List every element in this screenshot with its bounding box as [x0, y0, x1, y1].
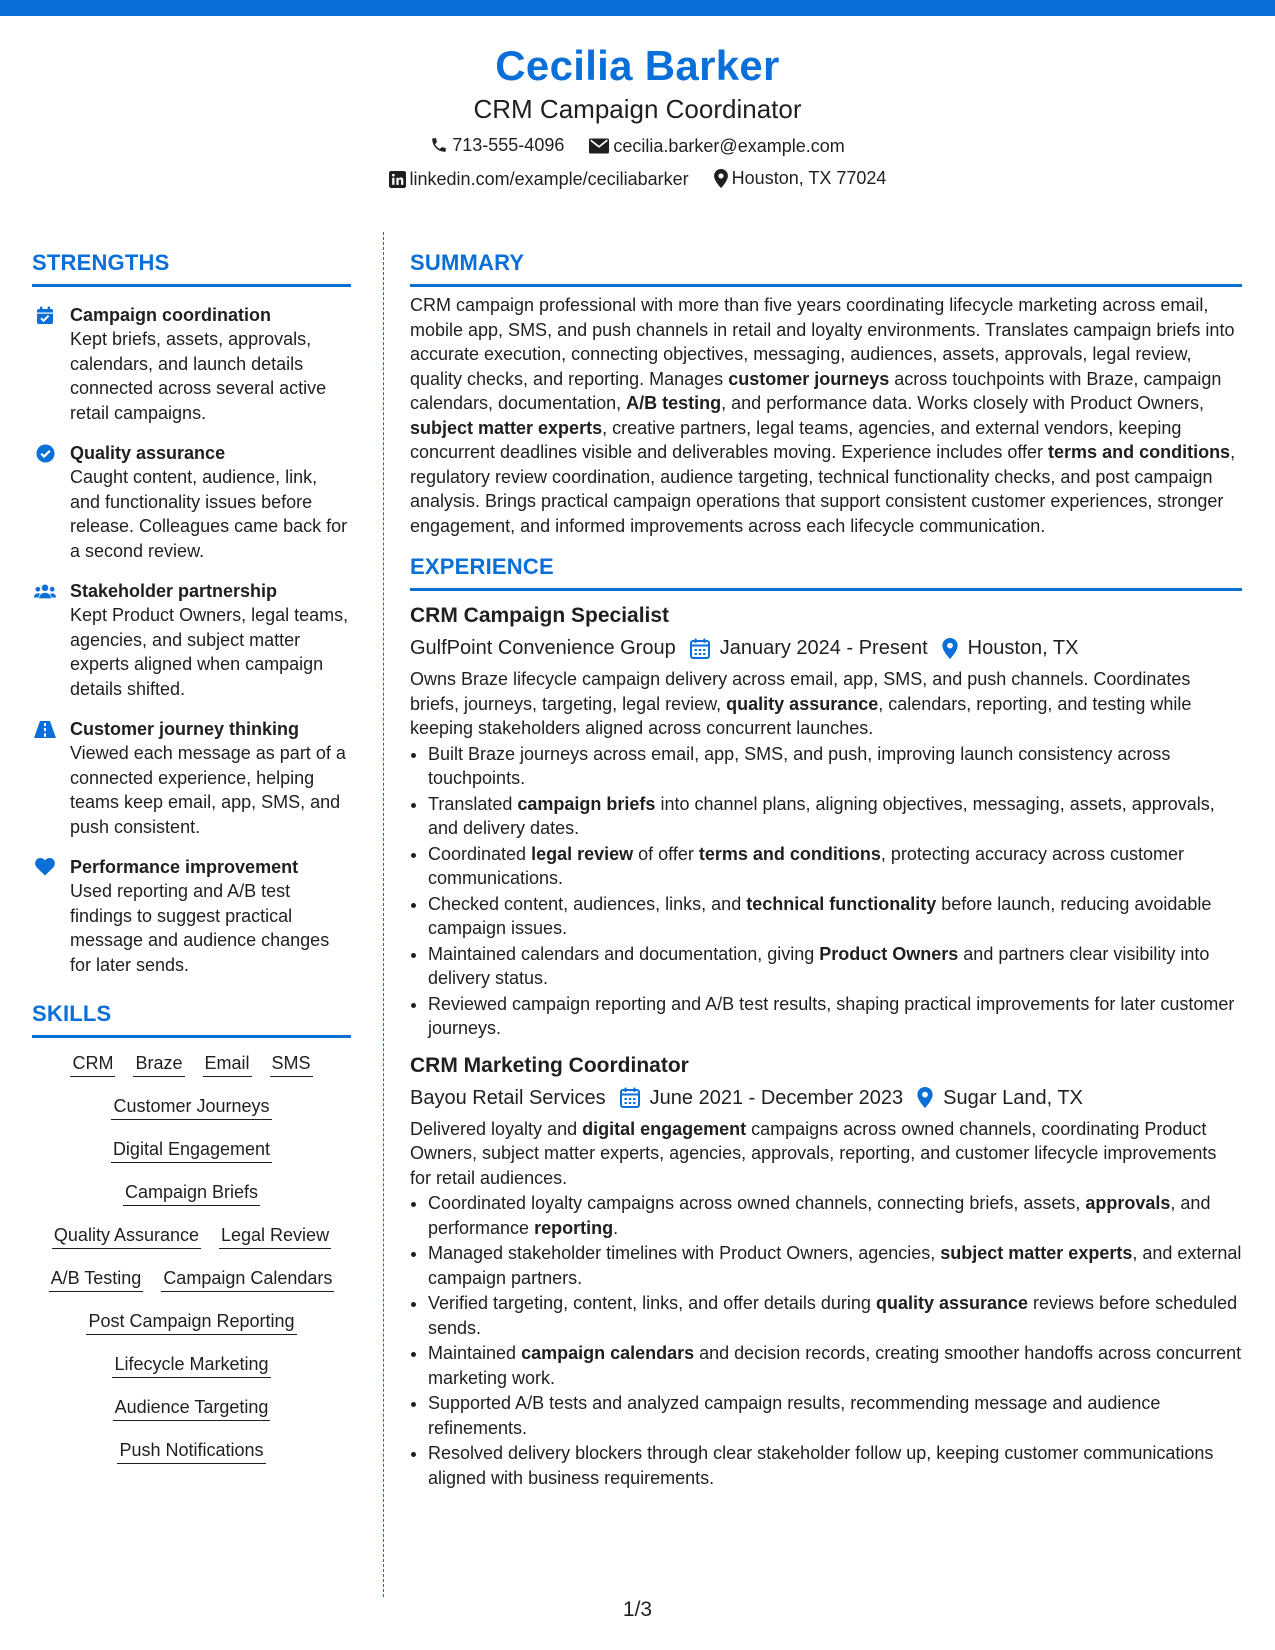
strength-item — [32, 855, 351, 977]
skill-row — [32, 1394, 351, 1421]
skill-row — [32, 1308, 351, 1335]
check-circle-icon — [34, 442, 56, 464]
dates-text: January 2024 - Present — [719, 637, 928, 659]
strength-item — [32, 441, 351, 563]
phone-item — [430, 130, 564, 160]
linkedin-icon — [389, 171, 406, 188]
text-run: Maintained calendars and documentation, giving — [428, 943, 820, 964]
text-run: Supported A/B tests and analyzed campaign results, recommending message and audience refinements. — [428, 1393, 1161, 1438]
bullet-item — [428, 842, 1242, 891]
text-run: of offer — [633, 843, 699, 864]
strength-desc: Kept Product Owners, legal teams, agencies, and subject matter experts aligned when campaign details shifted. — [70, 605, 349, 699]
job-entry — [410, 1051, 1242, 1491]
map-pin-icon — [917, 1087, 943, 1108]
skill-tag: Braze — [133, 1050, 184, 1077]
text-run: campaigns across owned channels, coordinating Product Owners, subject matter experts, agencies, approvals, reporting, and customer lifecycle improvements for retail audiences. — [410, 1118, 1217, 1188]
bold-keyword: campaign briefs — [517, 793, 656, 814]
text-run: Checked content, audiences, links, and — [428, 893, 747, 914]
linkedin-item — [389, 164, 689, 194]
text-run: Reviewed campaign reporting and A/B test results, shaping practical improvements for later customer journeys. — [428, 993, 1235, 1038]
job-title: CRM Campaign Specialist — [410, 604, 670, 627]
skill-row — [32, 1093, 351, 1120]
bold-keyword: subject matter experts — [940, 1243, 1133, 1263]
text-run: , protecting accuracy across customer communications. — [428, 843, 1185, 888]
column-divider — [383, 232, 384, 1597]
section-divider — [410, 588, 1242, 591]
bold-keyword: customer journeys — [728, 368, 890, 389]
linkedin-text[interactable]: linkedin.com/example/ceciliabarker — [409, 169, 689, 189]
section-divider — [32, 1035, 351, 1038]
text-run: Maintained — [428, 1343, 522, 1363]
strength-desc: Used reporting and A/B test findings to suggest practical message and audience changes for later sends. — [70, 881, 330, 975]
text-run: , and external campaign partners. — [428, 1243, 1242, 1288]
location-text: Houston, TX — [967, 637, 1079, 659]
skill-tag: Email — [203, 1050, 252, 1077]
users-icon — [34, 580, 56, 602]
text-run: Managed stakeholder timelines with Product Owners, agencies, — [428, 1243, 941, 1263]
strength-title: Stakeholder partnership — [70, 581, 278, 601]
main-content — [410, 248, 1242, 1490]
strength-desc: Kept briefs, assets, approvals, calendars, and launch details connected across several active retail campaigns. — [70, 329, 327, 423]
text-run: , creative partners, legal teams, agencies, and external vendors, keeping concurrent deadlines visible and deliverables moving. Experience includes offer — [410, 417, 1182, 462]
strength-item — [32, 303, 351, 425]
text-run: and partners clear visibility into delivery status. — [428, 943, 1210, 988]
skill-tag: A/B Testing — [49, 1265, 144, 1292]
text-run: Built Braze journeys across email, app, SMS, and push, improving launch consistency across touchpoints. — [428, 743, 1171, 788]
experience-heading: EXPERIENCE — [410, 554, 554, 579]
text-run: CRM campaign professional with more than five years coordinating lifecycle marketing across email, mobile app, SMS, and push channels in retail and loyalty environments. Translates campaign briefs into accurate execution, connecting objectives, messaging, audiences, assets, approvals, legal review, quality checks, and reporting. Manages — [410, 295, 1235, 389]
bold-keyword: subject matter experts — [410, 417, 603, 438]
job-bullets — [410, 1191, 1242, 1490]
bullet-item — [428, 992, 1242, 1041]
text-run: , calendars, reporting, and testing while keeping stakeholders aligned across concurrent launches. — [410, 693, 1192, 738]
experience-list — [410, 601, 1242, 1490]
candidate-title: CRM Campaign Coordinator — [473, 94, 802, 124]
bullet-item — [428, 1241, 1242, 1290]
text-run: Coordinated loyalty campaigns across owned channels, connecting briefs, assets, — [428, 1193, 1086, 1213]
text-run: Delivered loyalty and — [410, 1118, 583, 1139]
text-run: before launch, reducing avoidable campaign issues. — [428, 893, 1212, 938]
bullet-item — [428, 1391, 1242, 1440]
summary-heading: SUMMARY — [410, 250, 525, 275]
strength-item — [32, 579, 351, 701]
location-item — [714, 163, 887, 193]
skill-tag: Post Campaign Reporting — [86, 1308, 296, 1335]
email-item — [589, 131, 844, 161]
skill-tag: Customer Journeys — [111, 1093, 271, 1120]
bullet-item — [428, 1291, 1242, 1340]
bold-keyword: Product Owners — [819, 943, 959, 964]
strengths-heading: STRENGTHS — [32, 250, 170, 275]
contact-row-2 — [0, 163, 1275, 197]
bold-keyword: legal review — [531, 843, 634, 864]
strength-title: Quality assurance — [70, 443, 226, 463]
strength-title: Performance improvement — [70, 857, 299, 877]
bullet-item — [428, 742, 1242, 791]
phone-text[interactable]: 713-555-4096 — [452, 135, 565, 155]
job-dates — [620, 1083, 904, 1113]
bold-keyword: reporting — [534, 1217, 614, 1238]
bold-keyword: terms and conditions — [698, 843, 881, 864]
bold-keyword: quality assurance — [875, 1293, 1029, 1313]
text-run: , and performance — [428, 1193, 1211, 1238]
job-bullets — [410, 742, 1242, 1041]
calendar-icon — [690, 638, 720, 659]
text-run: , and performance data. Works closely with Product Owners, — [721, 393, 1205, 413]
bold-keyword: approvals — [1085, 1193, 1171, 1213]
job-entry — [410, 601, 1242, 1041]
skill-row — [32, 1265, 351, 1292]
bold-keyword: quality assurance — [726, 693, 879, 714]
phone-icon — [430, 136, 448, 154]
skill-tag: Legal Review — [219, 1222, 331, 1249]
bullet-item — [428, 942, 1242, 991]
resume-header — [0, 40, 1275, 197]
company-name: Bayou Retail Services — [410, 1086, 606, 1109]
text-run: across touchpoints with Braze, campaign calendars, documentation, — [410, 368, 1222, 413]
skill-tag: Lifecycle Marketing — [112, 1351, 270, 1378]
section-divider — [32, 284, 351, 287]
skill-tag: Push Notifications — [117, 1437, 265, 1464]
job-dates — [690, 633, 928, 663]
job-meta — [410, 633, 1242, 663]
skill-row — [32, 1050, 351, 1077]
calendar-icon — [620, 1087, 650, 1108]
skill-row — [32, 1222, 351, 1249]
job-description — [410, 667, 1242, 741]
text-run: reviews before scheduled sends. — [428, 1293, 1238, 1338]
skill-tag: Audience Targeting — [113, 1394, 271, 1421]
skill-tag: Campaign Briefs — [123, 1179, 260, 1206]
text-run: Owns Braze lifecycle campaign delivery across email, app, SMS, and push channels. Coordinates briefs, journeys, targeting, legal review, — [410, 669, 1191, 714]
summary-text — [410, 293, 1242, 538]
job-title: CRM Marketing Coordinator — [410, 1053, 689, 1077]
bullet-item — [428, 1441, 1242, 1490]
bullet-item — [428, 1191, 1242, 1240]
job-location — [917, 1083, 1083, 1113]
job-meta — [410, 1083, 1242, 1113]
email-text[interactable]: cecilia.barker@example.com — [613, 136, 845, 156]
text-run: Verified targeting, content, links, and offer details during — [428, 1293, 876, 1313]
skills-heading: SKILLS — [32, 1001, 112, 1026]
top-accent-bar — [0, 0, 1275, 16]
skill-row — [32, 1351, 351, 1378]
job-description — [410, 1117, 1242, 1191]
skill-tag: Quality Assurance — [52, 1222, 201, 1249]
skill-tag: CRM — [70, 1050, 115, 1077]
skill-row — [32, 1179, 351, 1206]
bold-keyword: digital engagement — [582, 1118, 747, 1139]
section-divider — [410, 284, 1242, 287]
text-run: Translated — [428, 793, 518, 814]
page-number: 1/3 — [622, 1598, 653, 1621]
skill-tag: Digital Engagement — [111, 1136, 272, 1163]
bold-keyword: terms and conditions — [1048, 442, 1231, 462]
skill-tag: Campaign Calendars — [161, 1265, 334, 1292]
bold-keyword: A/B testing — [626, 393, 722, 413]
heart-icon — [34, 856, 56, 878]
strength-item — [32, 717, 351, 839]
location-text: Sugar Land, TX — [943, 1086, 1083, 1109]
skill-row — [32, 1136, 351, 1163]
text-run: Resolved delivery blockers through clear stakeholder follow up, keeping customer communications aligned with business requirements. — [428, 1443, 1214, 1488]
strength-title: Campaign coordination — [70, 305, 272, 325]
text-run: . — [613, 1217, 619, 1238]
bullet-item — [428, 1341, 1242, 1390]
company-name: GulfPoint Convenience Group — [410, 637, 676, 659]
map-pin-icon — [714, 169, 728, 188]
strength-desc: Viewed each message as part of a connected experience, helping teams keep email, app, SMS, and push consistent. — [70, 743, 346, 837]
map-pin-icon — [942, 638, 968, 659]
text-run: into channel plans, aligning objectives, messaging, assets, approvals, and delivery dates. — [428, 793, 1215, 838]
bold-keyword: campaign calendars — [521, 1343, 695, 1363]
envelope-icon — [589, 138, 609, 154]
road-icon — [34, 718, 56, 740]
strength-title: Customer journey thinking — [70, 719, 300, 739]
calendar-check-icon — [34, 304, 56, 326]
bold-keyword: technical functionality — [746, 893, 937, 914]
bullet-item — [428, 892, 1242, 941]
location-text: Houston, TX 77024 — [731, 168, 887, 188]
skill-tag: SMS — [270, 1050, 313, 1077]
job-location — [942, 633, 1079, 663]
strength-desc: Caught content, audience, link, and functionality issues before release. Colleagues came back for a second review. — [70, 467, 348, 561]
dates-text: June 2021 - December 2023 — [649, 1086, 904, 1109]
text-run: Coordinated — [428, 843, 532, 864]
candidate-name: Cecilia Barker — [495, 42, 780, 89]
bullet-item — [428, 792, 1242, 841]
text-run: and decision records, creating smoother handoffs across concurrent marketing work. — [428, 1343, 1242, 1388]
skill-row — [32, 1437, 351, 1464]
text-run: , regulatory review coordination, audience targeting, technical functionality checks, and post campaign analysis. Brings practical campaign operations that support consistent customer experiences, stronger engagement, and informed improvements across each lifecycle communication. — [410, 442, 1236, 536]
contact-row-1 — [0, 130, 1275, 163]
sidebar — [32, 248, 351, 1480]
skills-list — [32, 1050, 351, 1464]
